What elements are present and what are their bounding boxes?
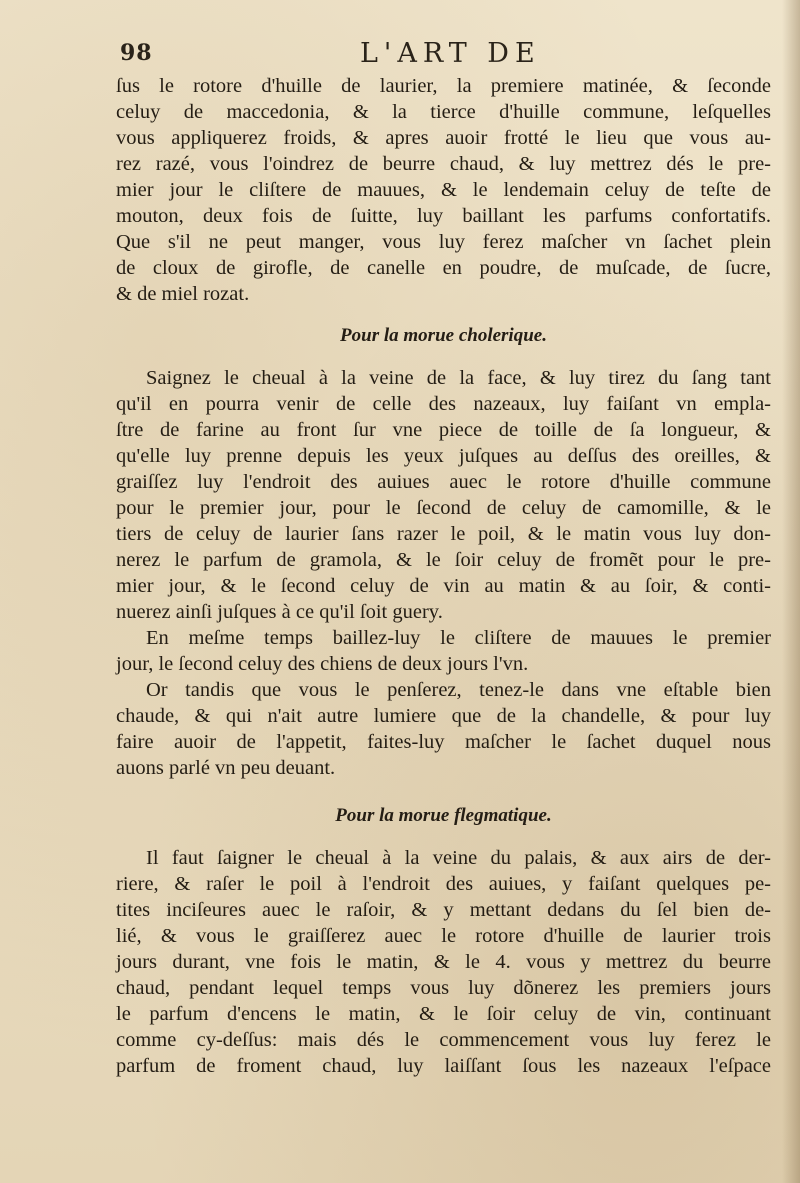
text-line: pour le premier jour, pour le ſecond de celuy de camomille, & le [116,497,771,519]
text-line: mier jour, & le ſecond celuy de vin au matin & au ſoir, & conti- [116,575,771,597]
paragraph-3 [116,625,771,677]
page-header [112,38,772,70]
section-heading-phlegmatic: Pour la morue flegmatique. [335,805,552,826]
text-line: Saignez le cheual à la veine de la face, & luy tirez du ſang tant [146,367,771,389]
text-line: comme cy-deſſus: mais dés le commencement vous luy ferez le [116,1029,771,1051]
paragraph-4 [116,677,771,781]
text-line: qu'il en pourra venir de celle des nazeaux, luy faiſant vn empla- [116,393,771,415]
text-line: nerez le parfum de gramola, & le ſoir celuy de fromẽt pour le pre- [116,549,771,571]
running-title: L'ART DE [360,38,541,69]
text-line: celuy de maccedonia, & la tierce d'huille commune, leſquelles [116,101,771,123]
text-line: vous appliquerez froids, & apres auoir frotté le lieu que vous au- [116,127,771,149]
text-line: riere, & raſer le poil à l'endroit des auiues, y faiſant quelques pe- [116,873,771,895]
text-line: faire auoir de l'appetit, faites-luy maſcher le ſachet duquel nous [116,731,771,753]
text-line: jour, le ſecond celuy des chiens de deux jours l'vn. [116,653,529,675]
spacer [116,781,771,803]
text-line: de cloux de girofle, de canelle en poudre, de muſcade, de ſucre, [116,257,771,279]
text-line: & de miel rozat. [116,283,250,305]
section-heading-choleric: Pour la morue cholerique. [340,325,547,346]
text-line: mouton, deux fois de ſuitte, luy baillant les parfums confortatifs. [116,205,771,227]
text-line: tites inciſeures auec le raſoir, & y mettant dedans du ſel bien de- [116,899,771,921]
text-line: chaud, pendant lequel temps vous luy dõnerez les premiers jours [116,977,771,999]
text-line: Il faut ſaigner le cheual à la veine du palais, & aux airs de der- [146,847,771,869]
spacer [116,349,771,365]
text-line: parfum de froment chaud, luy laiſſant ſous les nazeaux l'eſpace [116,1055,771,1077]
text-line: ſtre de farine au front ſur vne piece de toille de ſa longueur, & [116,419,771,441]
text-line: En meſme temps baillez-luy le cliſtere de mauues le premier [146,627,771,649]
text-line: chaude, & qui n'ait autre lumiere que de la chandelle, & pour luy [116,705,771,727]
page-edge-shadow [782,0,800,1183]
text-line: auons parlé vn peu deuant. [116,757,336,779]
page-number: 98 [120,40,153,66]
paragraph-5 [116,845,771,1079]
text-line: tiers de celuy de laurier ſans razer le poil, & le matin vous luy don- [116,523,771,545]
body-text [116,73,771,1079]
text-line: jours durant, vne fois le matin, & le 4. vous y mettrez du beurre [116,951,771,973]
text-line: rez razé, vous l'oindrez de beurre chaud, & luy mettrez dés le pre- [116,153,771,175]
paragraph-2 [116,365,771,625]
paragraph-1 [116,73,771,307]
text-line: nuerez ainſi juſques à ce qu'il ſoit guery. [116,601,443,623]
text-line: Que s'il ne peut manger, vous luy ferez maſcher vn ſachet plein [116,231,771,253]
text-line: ſus le rotore d'huille de laurier, la premiere matinée, & ſeconde [116,75,771,97]
text-line: mier jour le cliſtere de mauues, & le lendemain celuy de teſte de [116,179,771,201]
spacer [116,307,771,323]
text-line: lié, & vous le graiſſerez auec le rotore d'huille de laurier trois [116,925,771,947]
text-line: le parfum d'encens le matin, & le ſoir celuy de vin, continuant [116,1003,771,1025]
text-line: Or tandis que vous le penſerez, tenez-le dans vne eſtable bien [146,679,771,701]
text-line: graiſſez luy l'endroit des auiues auec le rotore d'huille commune [116,471,771,493]
spacer [116,829,771,845]
text-line: qu'elle luy prenne depuis les yeux juſques au deſſus des oreilles, & [116,445,771,467]
